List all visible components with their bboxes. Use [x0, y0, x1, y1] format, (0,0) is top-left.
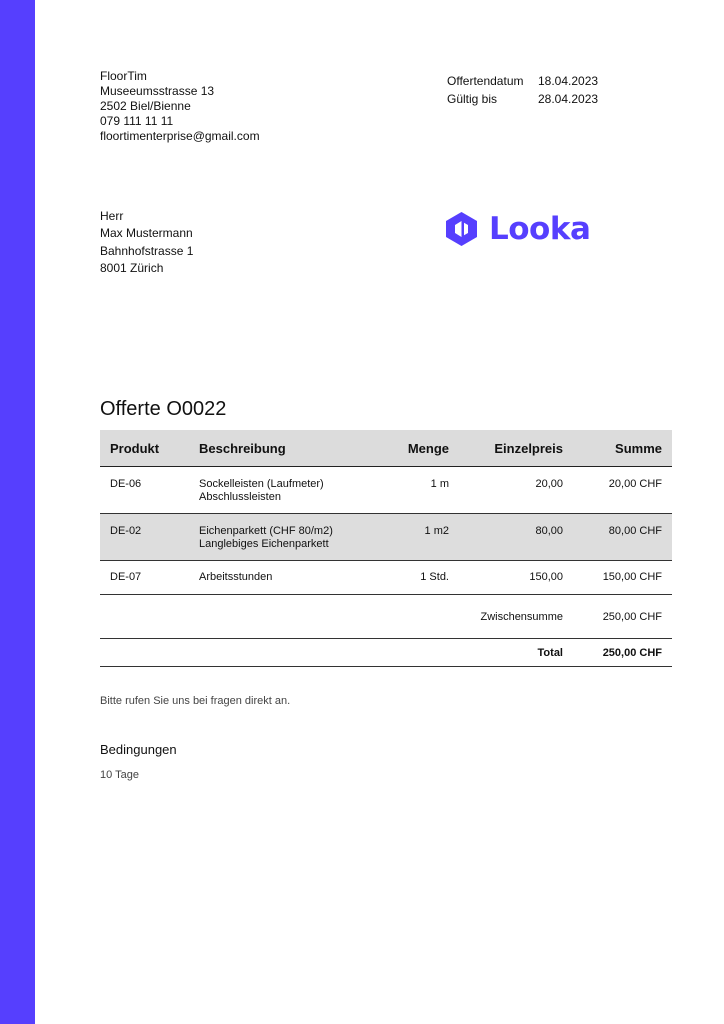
company-logo: [443, 211, 590, 247]
looka-logo-icon: [443, 211, 480, 247]
row-unit-price: 80,00: [535, 525, 563, 537]
table-row: [100, 514, 672, 561]
row-unit-price: 150,00: [529, 571, 563, 583]
row-total: 20,00 CHF: [608, 478, 662, 490]
header-description: Beschreibung: [199, 440, 286, 456]
row-description-main: Eichenparkett (CHF 80/m2): [199, 525, 333, 537]
row-description-main: Sockelleisten (Laufmeter): [199, 478, 324, 490]
recipient-city: 8001 Zürich: [100, 260, 164, 275]
footer-note: Bitte rufen Sie uns bei fragen direkt an.: [100, 695, 291, 707]
table-header: [100, 430, 672, 467]
row-description: [189, 525, 389, 560]
total-label: Total: [537, 646, 563, 659]
offer-date-value: 18.04.2023: [538, 74, 599, 88]
valid-until-row: [447, 90, 598, 108]
sender-address: [100, 69, 260, 144]
row-description-main: Arbeitsstunden: [199, 571, 273, 583]
row-description-sub: Abschlussleisten: [199, 491, 281, 503]
total-value: 250,00 CHF: [602, 646, 662, 659]
side-accent-bar: [0, 0, 35, 1024]
offer-date-label: Offertendatum: [447, 74, 524, 88]
recipient-salutation: Herr: [100, 209, 124, 223]
row-product: DE-02: [110, 525, 142, 537]
recipient-name: Max Mustermann: [100, 226, 193, 241]
row-total: 150,00 CHF: [602, 571, 662, 583]
subtotal-row: [100, 595, 672, 639]
row-quantity: 1 Std.: [420, 571, 449, 583]
subtotal-label: Zwischensumme: [480, 610, 563, 623]
table-row: [100, 561, 672, 595]
sender-phone: 079 111 11 11: [100, 114, 174, 128]
row-quantity: 1 m2: [424, 525, 449, 537]
recipient-street: Bahnhofstrasse 1: [100, 243, 194, 258]
sender-city: 2502 Biel/Bienne: [100, 99, 191, 113]
header-unit-price: Einzelpreis: [494, 440, 563, 456]
sender-name: FloorTim: [100, 69, 147, 83]
valid-until-value: 28.04.2023: [538, 92, 599, 106]
row-description: [189, 571, 389, 594]
row-total: 80,00 CHF: [608, 525, 662, 537]
document-title: Offerte O0022: [100, 398, 227, 420]
sender-street: Museeumsstrasse 13: [100, 84, 215, 98]
valid-until-label: Gültig bis: [447, 92, 498, 106]
row-description: [189, 478, 389, 513]
offer-meta: [447, 72, 598, 108]
items-table: [100, 430, 672, 667]
row-quantity: 1 m: [430, 478, 449, 490]
row-unit-price: 20,00: [535, 478, 563, 490]
subtotal-value: 250,00 CHF: [602, 610, 662, 623]
conditions-text: 10 Tage: [100, 769, 139, 781]
total-row: [100, 639, 672, 667]
offer-date-row: [447, 72, 598, 90]
header-total: Summe: [615, 440, 662, 456]
row-product: DE-06: [110, 478, 142, 490]
recipient-address: [100, 208, 193, 277]
header-quantity: Menge: [407, 440, 449, 456]
conditions-title: Bedingungen: [100, 742, 177, 757]
sender-email: floortimenterprise@gmail.com: [100, 129, 260, 143]
row-product: DE-07: [110, 571, 142, 583]
table-row: [100, 467, 672, 514]
header-product: Produkt: [110, 440, 160, 456]
logo-text: Looka: [489, 211, 591, 247]
row-description-sub: Langlebiges Eichenparkett: [199, 538, 329, 550]
